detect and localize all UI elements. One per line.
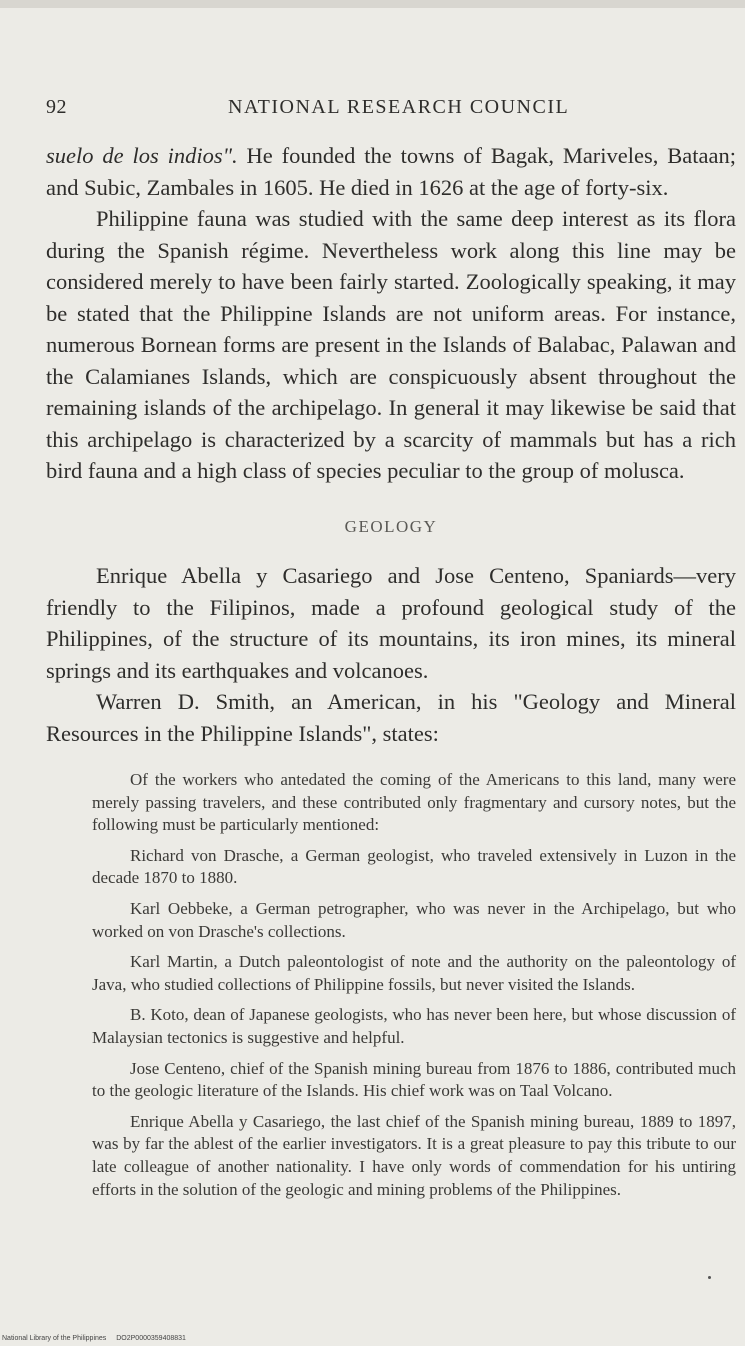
running-head: NATIONAL RESEARCH COUNCIL bbox=[228, 96, 570, 118]
paragraph-smith: Warren D. Smith, an American, in his "Geology and Mineral Resources in the Philippine Islands", states: bbox=[46, 689, 736, 746]
scan-footer bbox=[2, 1335, 194, 1342]
quote-paragraph: B. Koto, dean of Japanese geologists, who has never been here, but whose discussion of Malaysian tectonics is suggestive and helpful. bbox=[92, 1005, 736, 1047]
quote-paragraph: Karl Martin, a Dutch paleontologist of note and the authority on the paleontology of Java, who studied collections of Philippine fossils, but never visited the Islands. bbox=[92, 952, 736, 994]
quote-paragraph: Enrique Abella y Casariego, the last chief of the Spanish mining bureau, 1889 to 1897, was by far the ablest of the earlier investigators. It is a great pleasure to pay this tribute to our late colleague of another nationality. I have only words of commendation for his untiring efforts in the solution of the geologic and mining problems of the Philippines. bbox=[92, 1111, 736, 1199]
page-number: 92 bbox=[46, 96, 67, 118]
paragraph-text: He founded the towns of Bagak, Mariveles, Bataan; and Subic, Zambales in 1605. He died in 1626 at the age of forty-six. bbox=[46, 143, 736, 200]
paragraph-geology-intro: Enrique Abella y Casariego and Jose Centeno, Spaniards—very friendly to the Filipinos, made a profound geological study of the Philippines, of the structure of its mountains, its iron mines, its mineral springs and its earthquakes and volcanoes. bbox=[46, 563, 736, 683]
block-quote bbox=[92, 769, 736, 1201]
body-text bbox=[46, 140, 736, 1209]
page-header bbox=[0, 92, 745, 122]
quote-paragraph: Karl Oebbeke, a German petrographer, who was never in the Archipelago, but who worked on von Drasche's collections. bbox=[92, 898, 736, 941]
section-heading: GEOLOGY bbox=[344, 516, 438, 536]
scan-top-edge bbox=[0, 0, 745, 8]
paragraph-fauna: Philippine fauna was studied with the same deep interest as its flora during the Spanish régime. Nevertheless work along this line may be considered merely to have been fairly started. Zoologically speaking, it may be stated that the Philippine Islands are not uniform areas. For instance, numerous Bornean forms are present in the Islands of Balabac, Palawan and the Calamianes Islands, which are conspicuously absent throughout the remaining islands of the archipelago. In general it may likewise be said that this archipelago is characterized by a scarcity of mammals but has a rich bird fauna and a high class of species peculiar to the group of molusca. bbox=[46, 206, 736, 483]
footer-library: National Library of the Philippines bbox=[2, 1335, 107, 1342]
paragraph-continuation bbox=[46, 140, 736, 203]
quote-paragraph: Richard von Drasche, a German geologist, who traveled extensively in Luzon in the decade 1870 to 1880. bbox=[92, 845, 736, 888]
scan-speck bbox=[708, 1276, 711, 1279]
italic-phrase: suelo de los indios". bbox=[46, 143, 238, 168]
footer-code: DO2P0000359408831 bbox=[116, 1335, 186, 1342]
quote-paragraph: Of the workers who antedated the coming of the Americans to this land, many were merely passing travelers, and these contributed only fragmentary and cursory notes, but the following must be particularly mentioned: bbox=[92, 770, 736, 835]
quote-paragraph: Jose Centeno, chief of the Spanish mining bureau from 1876 to 1886, contributed much to the geologic literature of the Islands. His chief work was on Taal Volcano. bbox=[92, 1058, 736, 1101]
